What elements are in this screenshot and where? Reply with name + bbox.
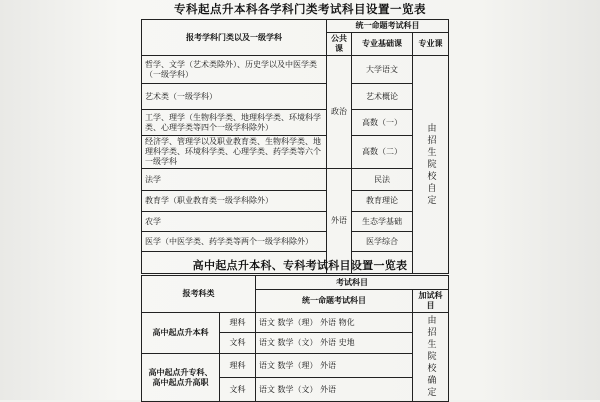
table-cell: 文科 xyxy=(220,333,256,354)
table1-header-foundation: 专业基础课 xyxy=(352,33,413,56)
table-cell: 语文 数学（理） 外语 xyxy=(256,354,413,378)
public-course-politics: 政治 xyxy=(327,56,352,169)
table-cell: 教育学（职业教育类一级学科除外） xyxy=(142,191,327,212)
table-cell: 医学综合 xyxy=(352,232,413,252)
table2-header-unified: 统一命题考试科目 xyxy=(256,290,413,313)
table2-group-vocational: 高中起点升专科、 高中起点升高职 xyxy=(142,354,220,402)
table-cell: 高数（一） xyxy=(352,110,413,136)
table1 xyxy=(141,19,449,274)
public-course-foreign-language: 外语 xyxy=(327,169,352,274)
table-cell: 高数（二） xyxy=(352,136,413,169)
table-cell: 理科 xyxy=(220,354,256,378)
table1-header-public: 公共课 xyxy=(327,33,352,56)
table2-header-extra: 加试科目 xyxy=(413,290,449,313)
table-cell: 工学、理学（生物科学类、地理科学类、环境科学类、心理学类等四个一级学科除外） xyxy=(142,110,327,136)
table1-title: 专科起点升本科各学科门类考试科目设置一览表 xyxy=(174,2,426,16)
table-cell: 民法 xyxy=(352,169,413,191)
table1-header-exam: 统一命题考试科目 xyxy=(327,20,449,33)
table2-title: 高中起点升本科、专科考试科目设置一览表 xyxy=(192,259,408,272)
table-cell: 艺术概论 xyxy=(352,84,413,110)
table1-header-major: 专业课 xyxy=(413,33,449,56)
table-cell: 经济学、管理学以及职业教育类、生物科学类、地理科学类、环境科学类、心理学类、药学类等六个一级学科 xyxy=(142,136,327,169)
table-cell: 法学 xyxy=(142,169,327,191)
table-cell: 文科 xyxy=(220,378,256,402)
table2-group-upgrade: 高中起点升本科 xyxy=(142,313,220,354)
table2 xyxy=(141,275,449,402)
table-cell: 语文 数学（理） 外语 物化 xyxy=(256,313,413,333)
table-cell: 农学 xyxy=(142,212,327,232)
table-cell: 理科 xyxy=(220,313,256,333)
table-cell: 艺术类（一级学科） xyxy=(142,84,327,110)
table-cell: 生态学基础 xyxy=(352,212,413,232)
table-cell: 大学语文 xyxy=(352,56,413,84)
table-cell: 语文 数学（文） 外语 xyxy=(256,378,413,402)
table-cell: 医学（中医学类、药学类等两个一级学科除外） xyxy=(142,232,327,252)
extra-subject-cell: 由招生院校确定 xyxy=(413,313,449,402)
table2-header-type: 报考科类 xyxy=(142,276,256,313)
table-cell: 教育理论 xyxy=(352,191,413,212)
table-cell: 哲学、文学（艺术类除外）、历史学以及中医学类（一级学科） xyxy=(142,56,327,84)
table-cell: 语文 数学（文） 外语 史地 xyxy=(256,333,413,354)
table2-header-subjects: 考试科目 xyxy=(256,276,449,290)
table1-header-category: 报考学科门类以及一级学科 xyxy=(142,20,327,56)
major-course-cell: 由招生院校自定 xyxy=(413,56,449,274)
